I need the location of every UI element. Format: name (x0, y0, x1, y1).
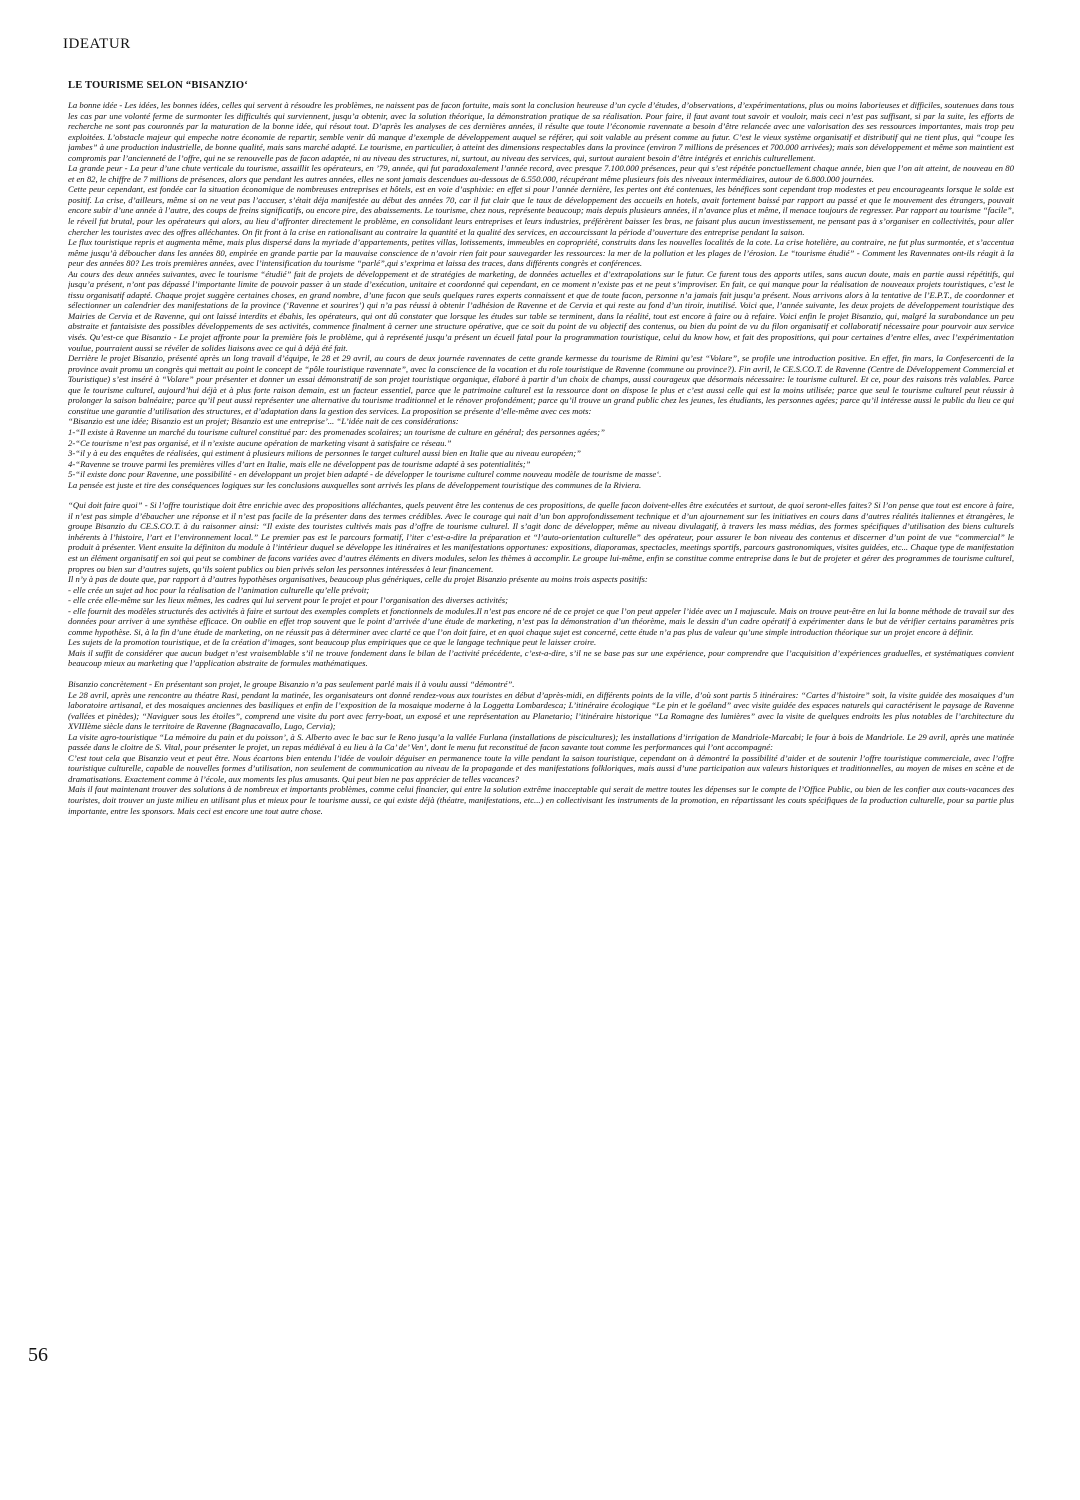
paragraph: La grande peur - La peur d’une chute verticale du tourisme, assaillit les opérateurs, en ’79, année, qui fut paradoxalement l’année record, avec presque 7.100.000 présences, peur qui s’est répétée ponctuellement chaque année, bien que l’on ait atteint, de nouveau en 80 et en 82, le chiffre de 7 millions de présences, alors que pendant les autres années, elles ne sont jamais descendues au-dessous de 6.550.000, récupérant même plusieurs fois des niveaux intermédiaires, autour de 6.800.000 journées. (68, 163, 1014, 184)
paragraph: C’est tout cela que Bisanzio veut et peut être. Nous écartons bien entendu l’idée de vouloir déguiser en permanence toute la ville pendant la saison touristique, cependant on à démontré la possibilité d’aider et de soutenir l’offre touristique commerciale, avec l’offre touristique culturelle, capable de nouvelles formes d’utilisation, non seulement de communication au niveau de la propagande et des manifestations folkloriques, mais aussi d’une participation aux valeurs historiques et traditionnelles, au moyen de mises en scène et de dramatisations. Exactement comme à l’école, aux moments les plus amusants. Qui peut bien ne pas apprécier de telles vacances? (68, 752, 1014, 784)
paragraph: La pensée est juste et tire des conséquences logiques sur les conclusions auxquelles sont arrivés les plans de développement touristique des communes de la Riviera. (68, 479, 642, 490)
paragraph: La bonne idée - Les idées, les bonnes idées, celles qui servent à résoudre les problèmes, ne naissent pas de facon fortuite, mais sont la conclusion heureuse d’un cycle d’études, d’observations, d’expérimentations, plus ou moins laborieuses et difficiles, soutenues dans tous les cas par une volonté ferme de surmonter les difficultés qui surviennent, jusqu’a obtenir, avec la solution théorique, la démonstration pratique de sa réalisation. Pour faire, il faut avant tout savoir et vouloir, mais ceci n’est pas suffisant, si par la suite, les efforts de recherche ne sont pas couronnés par la maturation de la bonne idée, qui résout tout. D’après les analyses de ces dernières années, il résulte que toute l’économie ravennate a besoin d’être relancée avec une valorisation des ses ressources importantes, mais trop peu exploitées. L’obstacle majeur qui empeche notre économie de repartir, semble venir dû manque d’exemple de développement auquel se référer, qui soit valable au présent comme au futur. C’est le vieux système organisatif et distributif qui ne tient plus, qui “coupe les jambes” à une production industrielle, de bonne qualité, mais sans marché adapté. Le tourisme, en particulier, à atteint des dimensions respectables dans la province (environ 7 millions de présences et 700.000 arrivées); mais son développement et même son maintient est compromis par l’ancienneté de l’offre, qui ne se renouvelle pas de facon adaptée, ni au niveau des structures, ni, surtout, au niveau des services, qui, surtout auraient besoin d’être intégrés et enrichis culturellement. (68, 100, 1014, 163)
quote-line: “Bisanzio est une idée; Bisanzio est un projet; Bisanzio est une entreprise’... “L’idée nait de ces considérations: (68, 416, 459, 427)
article-body (68, 100, 1014, 1340)
paragraph: Mais il faut maintenant trouver des solutions à de nombreux et importants problèmes, comme celui financier, qui entre la solution extrême inacceptable qui serait de mettre toutes les dépenses sur le compte de l’Office Public, ou bien de les confier aux couts-vacances des touristes, doit trouver un juste milieu en utilisant plus et mieux pour le tourisme aussi, ce qui existe déjà (théatre, manifestations, etc...) en collectivisant les instruments de la promotion, en répartissant les couts spécifiques de la production culturelle, pour sa partie plus importante, entre les sponsors. Mais ceci est encore une tout autre chose. (68, 784, 1014, 816)
article-title: LE TOURISME SELON “BISANZIO‘ (68, 80, 248, 91)
paragraph: Il n’y à pas de doute que, par rapport à d’autres hypothèses organisatives, beaucoup plus génériques, celle du projet Bisanzio présente au moins trois aspects positifs: (68, 574, 648, 585)
list-item: - elle fournit des modèles structurés des activités à faire et surtout des exemples complets et fonctionnels de modules.Il n’est pas encore né de ce projet ce que l’on peut appeler l’idée avec un I majuscule. Mais on trouve peut-être en lui la bonne méthode de travail sur des données pour arriver à une synthèse efficace. On oublie en effet trop souvent que le point d’arrivée d’une étude de marketing, n’est pas la démonstration d’un théorème, mais le dessin d’un cadre opératif à expérimenter dans le but de vérifier certains paramètres pris comme hypothèse. Si, à la fin d’une étude de marketing, on ne réussit pas à déterminer avec clarté ce que l’on doit faire, et en quoi chaque sujet est concerné, cette étude n’a pas plus de valeur qu’une simple introduction théorique sur un projet encore à définir. (68, 605, 1014, 637)
paragraph: Mais il suffit de considérer que aucun budget n’est vraisemblable s’il ne trouve fondement dans le bilan de l’activité précédente, c’est-a-dire, s’il ne se base pas sur une expérience, pour comprendre que l’acquisition d’expériences graduelles, et systématiques convient beaucoup mieux au marketing que l’application abstraite de formules mathématiques. (68, 647, 1014, 669)
paragraph: Le flux touristique repris et augmenta même, mais plus dispersé dans la myriade d’appartements, petites villas, lotissements, immeubles en copropriété, construits dans les nouvelles localités de la cote. La crise hotelière, au contraire, ne fut plus surmontée, et s’accentua même jusqu’à déboucher dans les années 80, empirée en grande partie par la mauvaise conscience de n’avoir rien fait pour sauvegarder les ressources: la mer de la pollution et les plages de l’érosion. Le “tourisme étudié” - Comment les Ravennates ont-ils réagit à la peur des années 80? Les trois premières années, avec l’intensification du tourisme “parlé”,qui s’exprima et laissa des traces, dans différents congrès et conférences. (68, 237, 1014, 269)
running-head: IDEATUR (63, 36, 131, 52)
list-item: 2-“Ce tourisme n’est pas organisé, et il n’existe aucune opération de marketing visant à satisfaire ce réseau.” (68, 437, 452, 448)
paragraph: Les sujets de la promotion touristique, et de la création d’images, sont beaucoup plus empiriques que ce que le langage technique peut le laisser croire. (68, 637, 597, 648)
list-item: - elle crée un sujet ad hoc pour la réalisation de l’animation culturelle qu’elle prévoit; (68, 584, 370, 595)
paragraph: “Qui doit faire quoi” - Si l’offre touristique doit être enrichie avec des propositions alléchantes, quels peuvent être les contenus de ces propositions, de quelle facon doivent-elles être exécutées et surtout, de quoi seront-elles faites? Si l’on pense que tout est encore à faire, il n’est pas simple d’ébaucher une réponse et il n’est pas facile de la présenter dans des termes crédibles. Avec le courage qui nait d’un bon approfondissement technique et d’un ajournement sur les initiatives en cours dans d’autres réalités italiennes et étrangères, le groupe Bisanzio du CE.S.CO.T. à du raisonner ainsi: “Il existe des touristes cultivés mais pas d’offre de tourisme culturel. Il s’agit donc de développer, même au niveau divulagatif, à travers les mass médias, des formes spécifiques d’utilisation des biens culturels inhérents à l’histoire, l’art et l’environnement local.” Le premier pas est le parcours formatif, l’iter c’est-a-dire la préparation et “l’auto-orientation culturelle” des opérateur, pour assurer le bon niveau des contenus et discerner d’un point de vue “commercial” le produit à présenter. Vient ensuite la définiton du module à l’intérieur duquel se développe les itinéraires et les manifestations opportunes: expositions, diaporamas, spectacles, meetings sportifs, parcours gastronomiques, visites guidées, etc... Chaque type de manifestation est un élément organisatif en soi qui peut se combiner de facons variées avec d’autres éléments en divers modules, selon les thèmes à accomplir. Le groupe lui-même, enfin se constitue comme entreprise dans le but de projeter et gérer des programmes de tourisme culturel, propres ou bien sur d’autres sujets, qu’ils soient publics ou bien privés selon les personnes intéressées à leur financement. (68, 500, 1014, 574)
paragraph: La visite agro-touristique “La mémoire du pain et du poisson’, à S. Alberto avec le bac sur le Reno jusqu’a la vallée Furlana (installations de piscicultures); les installations d’irrigation de Mandriole-Marcabi; le four à bois de Mandriole. Le 29 avril, après une matinée passée dans le cloitre de S. Vital, pour présenter le projet, un repas médiéval à eu lieu à la Ca’ de’ Ven’, dont le menu fut reconstitué de facon savante tout comme les performances qui l’ont accompagné: (68, 731, 1014, 753)
list-item: - elle crée elle-même sur les lieux mêmes, les cadres qui lui servent pour le projet et pour l’organisation des diverses activités; (68, 595, 509, 606)
paragraph: Derrière le projet Bisanzio, présenté après un long travail d’équipe, le 28 et 29 avril, au cours de deux journée ravennates de cette grande kermesse du tourisme de Rimini qu’est “Volare”, se profile une introduction positive. En effet, fin mars, la Confesercenti de la province avait promu un congrès qui mettait au point le concept de “pôle touristique ravennate”, avec la conscience de la vocation et du role touristique de Ravenne (commune ou province?). Fin avril, le CE.S.CO.T. de Ravenne (Centre de Développement Commercial et Touristique) s’est inséré à “Volare” pour présenter et donner un essai démonstratif de son projet touristique organique, élaboré à partir d’un choix de champs, aussi courageux que désormais nécessaire: le tourisme culturel. Et ce, pour des raisons très valables. Parce que le tourisme culturel, aujourd’hui déjà et à plus forte raison demain, est un facteur essentiel, parce que le patrimoine culturel est la ressource dont on dispose le plus et c’est aussi celle qui est la moins utilisée; parce que seul le tourisme culturel peut réussir à prolonger la saison balnéaire; parce qu’il peut aussi représenter une alternative du tourisme traditionnel et le rénover profondément; parce qu’il trouve un grand public chez les jeunes, les étudiants, les personnes agées; parce qu’il intéresse aussi le public du lieu ce qui constitue une garantie d’utilisation des structures, et d’adaptation dans la gestion des services. La proposition se présente d’elle-même avec ces mots: (68, 353, 1014, 416)
paragraph: Au cours des deux années suivantes, avec le tourisme “étudié” fait de projets de développement et de stratégies de marketing, de données actuelles et d’extrapolations sur le futur. Ce furent tous des apports utiles, sans aucun doute, mais en partie aussi répétitifs, qui jusqu’a présent, n’ont pas dépassé l’importante limite de pouvoir passer à un stade d’exécution, unitaire et coordonné qui cependant, en ce moment n’existe pas et ne peut s’improviser. En fait, ce qui manque pour la réalisation de nouveaux projets touristiques, c’est le tissu organisatif adapté. Chaque projet suggère certaines choses, en grand nombre, d’une facon que seuls quelques rares experts connaissent et que de toute facon, personne n’a jamais fait jusqu’a présent. Nous arrivons alors à la tentative de l’E.P.T., de coordonner et sélectionner un calendrier des manifestations de la province (‘Ravenne et sourires’) qui n’a pas réussi à obtenir l’adhésion de Ravenne et de Cervia et qui reste au fond d’un tiroir, inutilisé. Voici que, l’année suivante, les deux projets de développement touristique des Mairies de Cervia et de Ravenne, qui ont laissé interdits et ébahis, les opérateurs, qui ont dû constater que lorsque les études sur table se terminent, dans la réalité, tout est encore à faire ou à refaire. Voici enfin le projet Bisanzio, qui, malgré la surabondance un peu abstraite et fantaisiste des possibles développements de ses activités, commence finalment à cerner une structure opérative, que ce soit du point de vu objectif des contenus, ou bien du point de vu du filon organisatif et collaboratif nécessaire pour pourvoir aux service visés. Qu’est-ce que Bisanzio - Le projet affronte pour la première fois le problème, qui à représenté jusqu’a présent un écueil fatal pour la programmation touristique, celui du know how, et fait des propositions, qui pour certaines d’entre elles, avec l’expérimentation voulue, pourraient aussi se révéler de solides liaisons avec ce qui à déjà été fait. (68, 268, 1014, 353)
paragraph: Cette peur cependant, est fondée car la situation économique de nombreuses entreprises et hôtels, est en voie d’asphixie: en effet si pour l’année dernière, les pertes ont été contenues, les bénéfices sont cependant trop modestes et peu encourageants lorsque le solde est positif. La crise, d’ailleurs, même si on ne veut pas l’accuser, s’était déja manifestée au début des années 70, car il fut clair que le taux de développement des accueils en hotels, avait fortement baissé par rapport au passé et que le mouvement des étrangers, pouvait encore subir d’une année à l’autre, des coups de freins significatifs, ou encore pire, des abaissements. Le tourisme, chez nous, représente beaucoup; mais depuis plusieurs années, il n’avance plus et même, il menace toujours de regresser. Par rapport au tourisme “facile”, le réveil fut brutal, pour les opérateurs qui alors, au lieu d’affronter directement le problème, en consolidant leurs entreprises et leurs industries, préférèrent baisser les bras, ne faisant plus aucun investissement, ne pensant pas à s’organiser en collectivités, pour aller chercher les touristes avec des offres alléchantes. On fit front à la crise en rationalisant au contraire la quantité et la qualité des services, en accourcissant la période d’ouverture des entreprise pendant la saison. (68, 184, 1014, 237)
list-item: 1-“Il existe à Ravenne un marché du tourisme culturel constitué par: des promenades scolaires; un tourisme de culture en général; des personnes agées;” (68, 426, 605, 437)
list-item: 3-“il y à eu des enquêtes de réalisées, qui estiment à plusieurs milions de personnes le target culturel aussi bien en Italie que au niveau européen;” (68, 448, 581, 459)
paragraph: Le 28 avril, après une rencontre au théatre Rasi, pendant la matinée, les organisateurs ont donné rendez-vous aux touristes en début d’après-midi, en différents points de la ville, d’où sont partis 5 itinéraires: “Cartes d’histoire” soit, la visite guidée des mosaiques d’un laboratoire artisanal, et des mosaiques anciennes des basiliques et enfin de l’exposition de la mosaique moderne à la Loggetta Lombardesca; L’itinéraire écologique “Le pin et le goéland” avec visite guidée des espaces naturels qui caractérisent le paysage de Ravenne (vallées et pinèdes); “Naviguer sous les étoiles”, comprend une visite du port avec ferry-boat, un exposé et une représentation au Planetario; l’itinéraire historique “La Romagne des lumières” avec la visite de quelques endroits les plus notables de l’architecture du XVIIIème siècle dans le territoire de Ravenne (Bagnacavallo, Lugo, Cervia); (68, 689, 1014, 732)
page-number: 56 (28, 1344, 48, 1366)
paragraph: Bisanzio concrètement - En présentant son projet, le groupe Bisanzio n’a pas seulement parlé mais il à voulu aussi “démontré”. (68, 678, 515, 689)
list-item: 5-“il existe donc pour Ravenne, une possibilité - en développant un projet bien adapté - de développer le tourisme culturel comme nouveau modèle de tourisme de masse‘. (68, 469, 662, 480)
list-item: 4-“Ravenne se trouve parmi les premières villes d’art en Italie, mais elle ne développent pas de tourisme adapté à ses potentialités;” (68, 458, 531, 469)
